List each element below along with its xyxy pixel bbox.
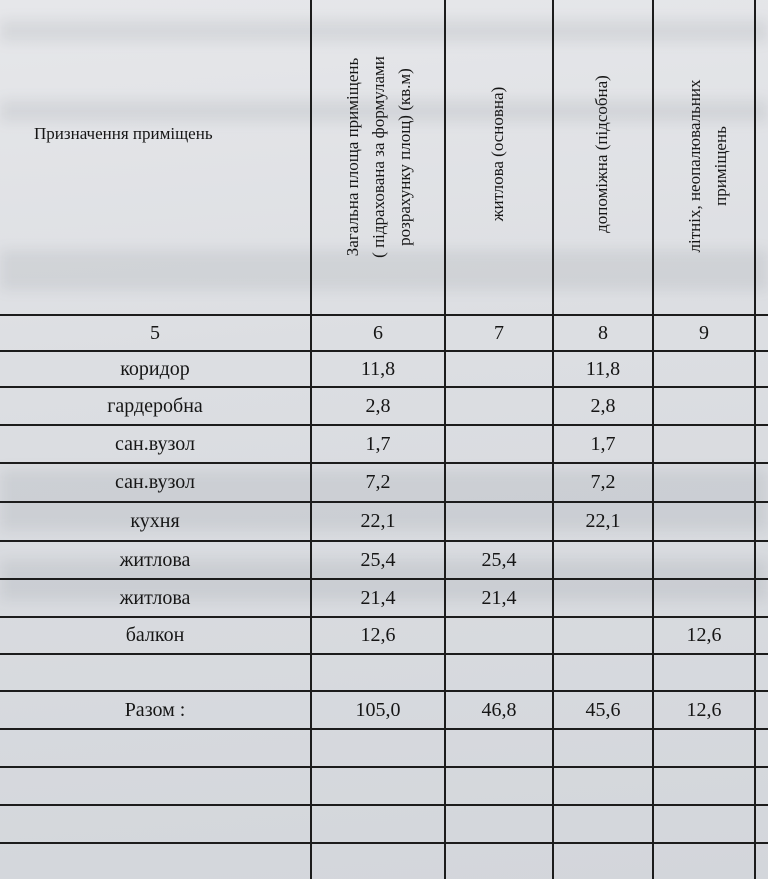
summer-area (654, 388, 754, 424)
room-name: сан.вузол (115, 432, 195, 455)
living-area-sum: 46,8 (481, 698, 517, 721)
living-area (446, 618, 552, 653)
total-area: 22,1 (360, 510, 396, 532)
total-area: 21,4 (360, 586, 396, 609)
living-area (446, 388, 552, 424)
row-divider (0, 728, 768, 730)
auxiliary-area (554, 580, 652, 616)
auxiliary-area (554, 542, 652, 578)
auxiliary-area: 1,7 (590, 432, 616, 455)
living-area: 21,4 (481, 586, 517, 609)
total-area: 2,8 (365, 394, 391, 417)
totals-label: Разом : (124, 698, 186, 721)
room-name: кухня (130, 510, 180, 532)
auxiliary-area: 2,8 (590, 394, 616, 417)
room-name: балкон (125, 624, 185, 646)
room-name: житлова (119, 586, 191, 609)
column-title-purpose: Призначення приміщень (34, 124, 213, 143)
column-title-line: Загальна площа приміщень (343, 57, 362, 257)
summer-area: 12,6 (686, 624, 722, 646)
total-area: 12,6 (360, 624, 396, 646)
total-area: 1,7 (365, 432, 391, 455)
column-title-line: розрахунку площ) (кв.м) (395, 68, 414, 246)
column-number: 8 (598, 321, 608, 344)
summer-area (654, 352, 754, 386)
column-divider (754, 0, 756, 879)
row-divider (0, 766, 768, 768)
total-area: 11,8 (360, 357, 396, 380)
column-number: 7 (494, 321, 504, 344)
column-title-auxiliary: допоміжна (підсобна) (592, 75, 611, 233)
column-title-living: житлова (основна) (488, 86, 507, 222)
summer-area (654, 503, 754, 540)
living-area (446, 352, 552, 386)
summer-area (654, 542, 754, 578)
column-number: 5 (150, 321, 160, 344)
row-divider (0, 842, 768, 844)
auxiliary-area: 7,2 (590, 471, 616, 493)
summer-area-sum: 12,6 (686, 698, 722, 721)
column-title-line: ( підрахована за формулами (369, 56, 388, 258)
summer-area (654, 464, 754, 501)
column-title-line: приміщень (711, 126, 730, 206)
total-area: 25,4 (360, 548, 396, 571)
room-name: коридор (120, 357, 190, 380)
auxiliary-area: 11,8 (585, 357, 621, 380)
summer-area (654, 580, 754, 616)
total-area: 7,2 (365, 471, 391, 493)
auxiliary-area-sum: 45,6 (585, 698, 621, 721)
living-area (446, 503, 552, 540)
living-area (446, 464, 552, 501)
summer-area (654, 426, 754, 462)
total-area-sum: 105,0 (355, 698, 401, 721)
auxiliary-area: 22,1 (585, 510, 621, 532)
living-area: 25,4 (481, 548, 517, 571)
room-name: гардеробна (107, 394, 203, 417)
room-name: житлова (119, 548, 191, 571)
living-area (446, 426, 552, 462)
column-number: 6 (373, 321, 383, 344)
row-divider (0, 804, 768, 806)
auxiliary-area (554, 618, 652, 653)
column-title-summer (682, 6, 736, 326)
row-divider (0, 653, 768, 655)
column-number: 9 (699, 321, 709, 344)
column-title-line: літніх, неопалювальних (685, 79, 704, 253)
column-title-total-area (340, 7, 420, 307)
room-name: сан.вузол (115, 471, 195, 493)
